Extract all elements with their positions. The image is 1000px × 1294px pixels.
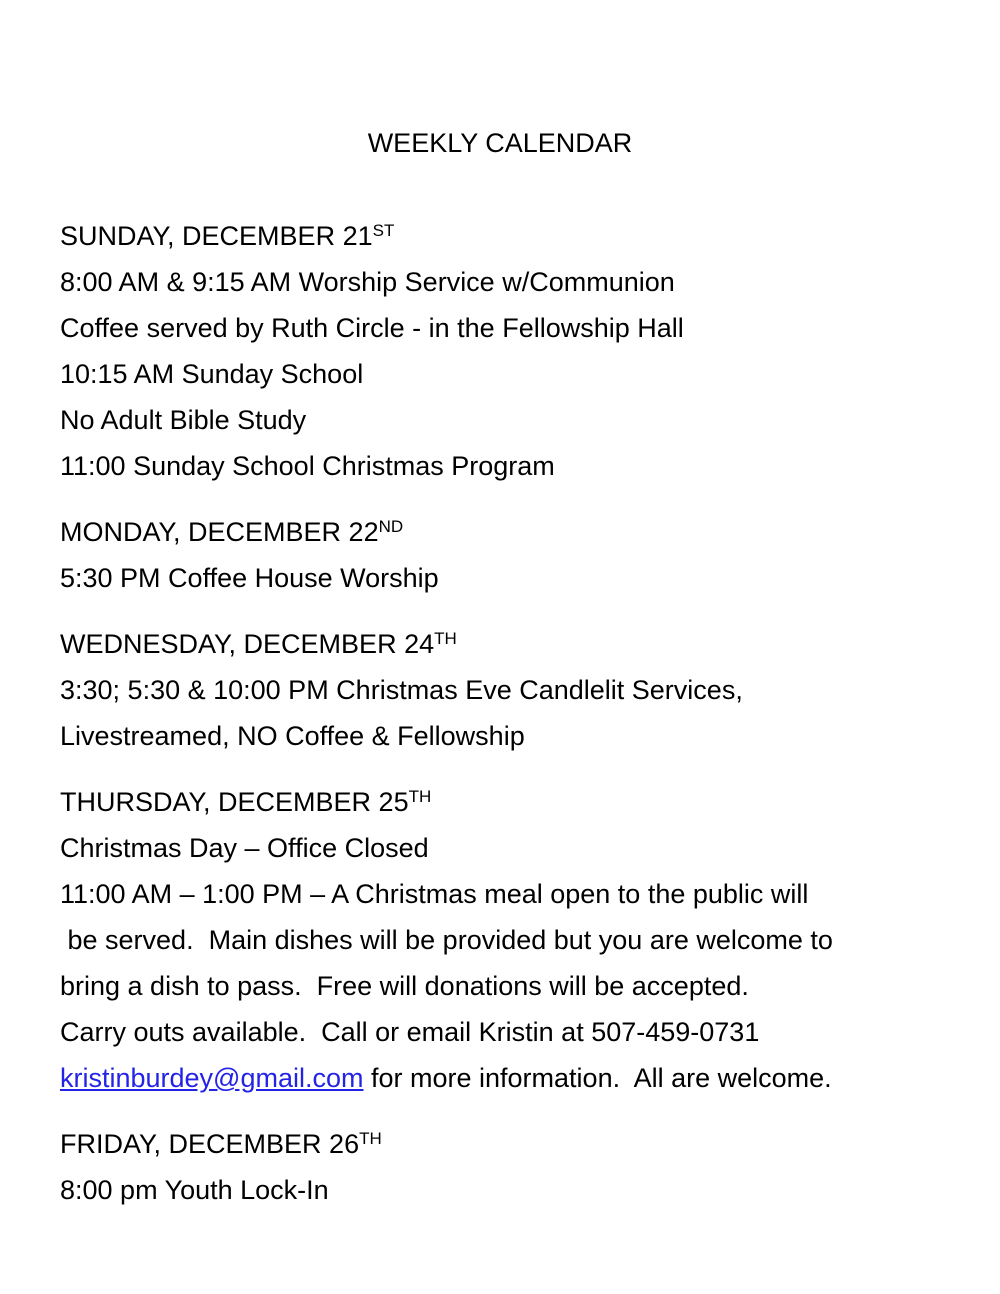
email-line-text: for more information. All are welcome. [363, 1063, 832, 1093]
section-heading [60, 509, 940, 555]
section-heading [60, 213, 940, 259]
section-thursday [60, 779, 940, 1101]
section-lines [60, 825, 940, 1101]
section-monday [60, 509, 940, 601]
section-heading-text: MONDAY, DECEMBER 22 [60, 517, 379, 547]
event-line: No Adult Bible Study [60, 405, 307, 435]
event-line: 8:00 pm Youth Lock-In [60, 1175, 329, 1205]
section-wednesday [60, 621, 940, 759]
section-heading [60, 621, 940, 667]
event-line: Coffee served by Ruth Circle - in the Fellowship Hall [60, 313, 684, 343]
event-line: bring a dish to pass. Free will donations will be accepted. [60, 971, 749, 1001]
section-sunday [60, 213, 940, 489]
event-line: 11:00 Sunday School Christmas Program [60, 451, 555, 481]
event-line: 8:00 AM & 9:15 AM Worship Service w/Communion [60, 267, 675, 297]
section-friday [60, 1121, 940, 1213]
event-line: 3:30; 5:30 & 10:00 PM Christmas Eve Candlelit Services, [60, 675, 743, 705]
ordinal-superscript: ST [372, 221, 395, 240]
calendar-body [60, 213, 940, 1213]
page-title: WEEKLY CALENDAR [367, 128, 633, 158]
event-line: Carry outs available. Call or email Kristin at 507-459-0731 [60, 1017, 760, 1047]
section-heading [60, 779, 940, 825]
email-link[interactable]: kristinburdey@gmail.com [60, 1063, 364, 1093]
event-line: Livestreamed, NO Coffee & Fellowship [60, 721, 525, 751]
section-lines [60, 259, 940, 489]
section-heading-text: FRIDAY, DECEMBER 26 [60, 1129, 360, 1159]
section-lines [60, 555, 940, 601]
ordinal-superscript: TH [359, 1129, 382, 1148]
event-line: 11:00 AM – 1:00 PM – A Christmas meal open to the public will [60, 879, 809, 909]
section-heading [60, 1121, 940, 1167]
ordinal-superscript: TH [434, 629, 457, 648]
event-line: be served. Main dishes will be provided but you are welcome to [60, 925, 833, 955]
event-line [60, 1055, 940, 1101]
section-lines [60, 1167, 940, 1213]
ordinal-superscript: ND [378, 517, 404, 536]
event-line: Christmas Day – Office Closed [60, 833, 429, 863]
event-line: 5:30 PM Coffee House Worship [60, 563, 439, 593]
section-lines [60, 667, 940, 759]
section-heading-text: WEDNESDAY, DECEMBER 24 [60, 629, 435, 659]
section-heading-text: THURSDAY, DECEMBER 25 [60, 787, 409, 817]
event-line: 10:15 AM Sunday School [60, 359, 364, 389]
section-heading-text: SUNDAY, DECEMBER 21 [60, 221, 373, 251]
ordinal-superscript: TH [408, 787, 432, 806]
